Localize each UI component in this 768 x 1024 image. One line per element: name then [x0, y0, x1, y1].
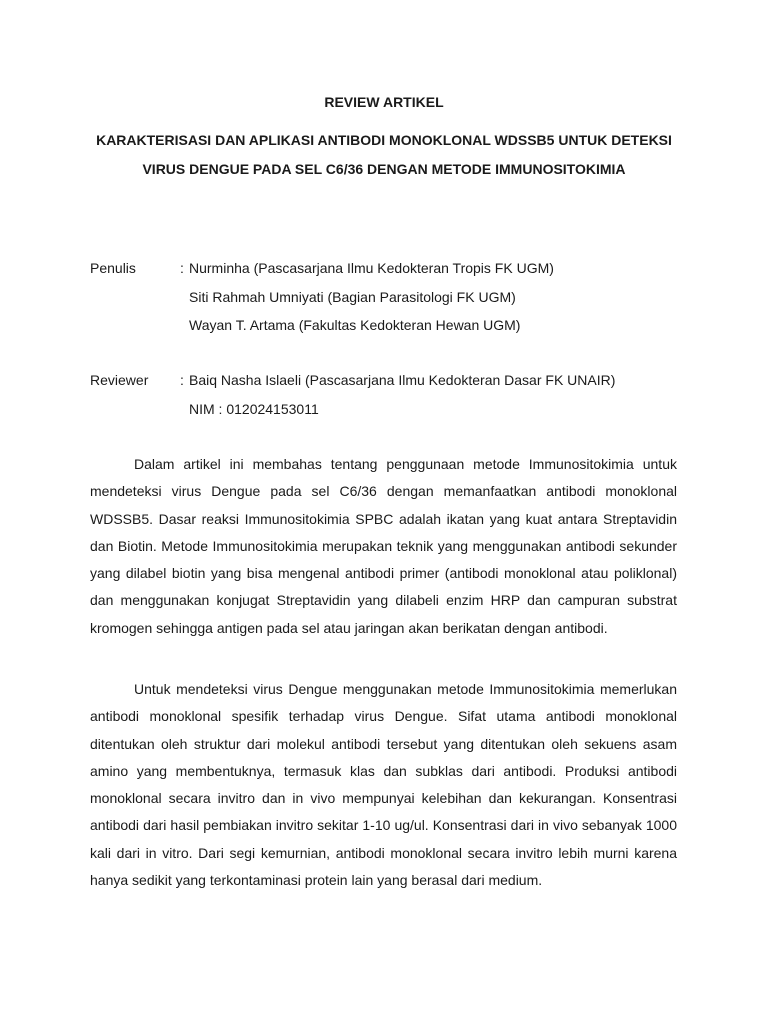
reviewer-label: Reviewer — [90, 372, 149, 388]
reviewer-separator: : — [180, 372, 184, 388]
article-title: KARAKTERISASI DAN APLIKASI ANTIBODI MONOKLONAL WDSSB5 UNTUK DETEKSI VIRUS DENGUE PADA SEL C6/36 DENGAN METODE IMMUNOSITOKIMIA — [96, 132, 672, 177]
body-paragraph-2: Untuk mendeteksi virus Dengue menggunakan metode Immunositokimia memerlukan antibodi monoklonal spesifik terhadap virus Dengue. Sifat utama antibodi monoklonal ditentukan oleh struktur dari molekul antibodi tersebut yang ditentukan oleh sekuens asam amino yang membentuknya, termasuk klas dan subklas dari antibodi. Produksi antibodi monoklonal secara invitro dan in vivo mempunyai kelebihan dan kekurangan. Konsentrasi antibodi dari hasil pembiakan invitro sekitar 1-10 ug/ul. Konsentrasi dari in vivo sebanyak 1000 kali dari in vitro. Dari segi kemurnian, antibodi monoklonal secara invitro lebih murni karena hanya sedikit yang terkontaminasi protein lain yang berasal dari medium. — [90, 681, 677, 889]
authors-label: Penulis — [90, 260, 136, 276]
reviewer-nim: NIM : 012024153011 — [189, 400, 319, 417]
document-heading: REVIEW ARTIKEL — [324, 94, 444, 110]
author-3: Wayan T. Artama (Fakultas Kedokteran Hewan UGM) — [189, 317, 521, 333]
author-2: Siti Rahmah Umniyati (Bagian Parasitologi FK UGM) — [189, 288, 516, 305]
author-1: Nurminha (Pascasarjana Ilmu Kedokteran Tropis FK UGM) — [189, 260, 554, 276]
authors-separator: : — [180, 260, 184, 276]
reviewer-block — [90, 366, 615, 423]
authors-block — [90, 254, 554, 340]
body-paragraph-1: Dalam artikel ini membahas tentang penggunaan metode Immunositokimia untuk mendeteksi virus Dengue pada sel C6/36 dengan memanfaatkan antibodi monoklonal WDSSB5. Dasar reaksi Immunositokimia SPBC adalah ikatan yang kuat antara Streptavidin dan Biotin. Metode Immunositokimia merupakan teknik yang menggunakan antibodi sekunder yang dilabel biotin yang bisa mengenal antibodi primer (antibodi monoklonal atau poliklonal) dan menggunakan konjugat Streptavidin yang dilabeli enzim HRP dan campuran substrat kromogen sehingga antigen pada sel atau jaringan akan berikatan dengan antibodi. — [90, 456, 677, 636]
reviewer-name: Baiq Nasha Islaeli (Pascasarjana Ilmu Kedokteran Dasar FK UNAIR) — [189, 372, 616, 388]
